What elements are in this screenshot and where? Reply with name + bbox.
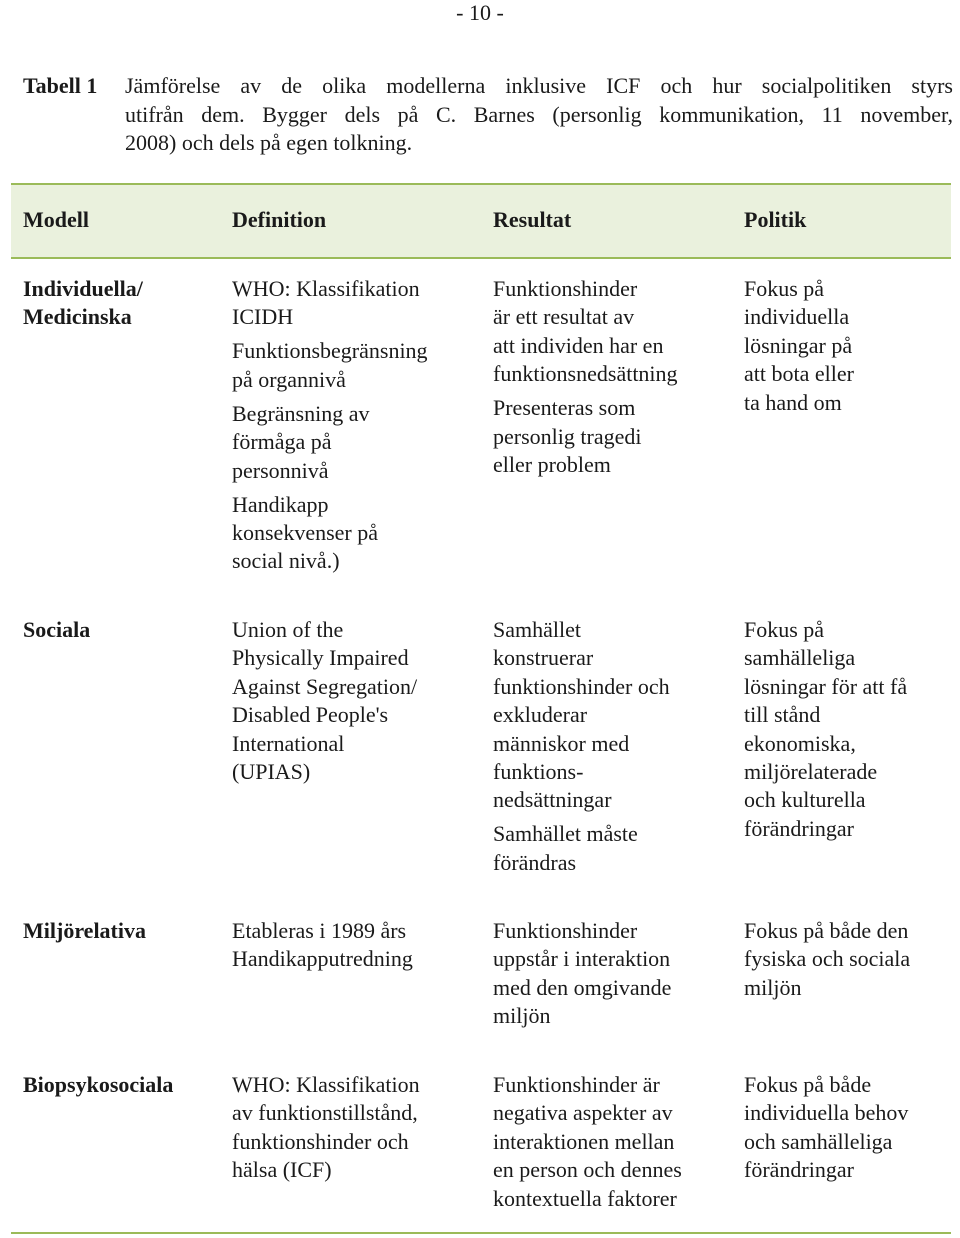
cell-line: personnivå	[232, 457, 329, 483]
cell-modell	[23, 616, 90, 644]
cell-line: och kulturella	[744, 787, 866, 813]
cell-line: uppstår i interaktion	[493, 946, 671, 972]
cell-modell	[23, 1071, 173, 1099]
cell-line: Physically Impaired	[232, 645, 409, 671]
cell-line: Handikapp	[232, 491, 329, 517]
cell-paragraph	[493, 616, 670, 815]
cell-politik	[744, 616, 907, 849]
cell-line: till stånd	[744, 702, 821, 728]
cell-line: Miljörelativa	[23, 918, 146, 943]
cell-line: ekonomiska,	[744, 730, 856, 756]
cell-line: Individuella/	[23, 276, 143, 301]
cell-paragraph	[232, 400, 428, 485]
cell-politik	[744, 1071, 908, 1190]
table-caption	[23, 72, 953, 158]
cell-politik	[744, 917, 910, 1008]
cell-paragraph	[744, 917, 910, 1002]
cell-line: Fokus på	[744, 276, 825, 301]
cell-line: Samhället måste	[493, 821, 638, 847]
cell-line: miljön	[493, 1003, 551, 1029]
cell-paragraph	[493, 394, 678, 479]
cell-line: Funktionsbegränsning	[232, 338, 428, 364]
cell-line: och samhälleliga	[744, 1128, 893, 1154]
cell-line: Against Segregation/	[232, 673, 418, 699]
caption-line: Jämförelse av de olika modellerna inklusive ICF och hur socialpolitiken styrs	[125, 73, 953, 98]
caption-line: 2008) och dels på egen tolkning.	[125, 130, 413, 155]
cell-line: Handikapputredning	[232, 946, 413, 972]
cell-line: (UPIAS)	[232, 759, 311, 785]
cell-line: ta hand om	[744, 389, 842, 415]
cell-modell	[23, 917, 146, 945]
cell-line: interaktionen mellan	[493, 1128, 675, 1154]
cell-line: individuella	[744, 304, 850, 330]
cell-line: ICIDH	[232, 304, 294, 330]
cell-line: förändras	[493, 849, 577, 875]
cell-line: International	[232, 730, 345, 756]
cell-line: med den omgivande	[493, 974, 672, 1000]
cell-line: Funktionshinder	[493, 918, 638, 943]
cell-paragraph	[493, 820, 670, 877]
cell-line: Funktionshinder är	[493, 1072, 660, 1097]
table-bottom-rule	[11, 1232, 951, 1234]
cell-line: en person och dennes	[493, 1157, 682, 1183]
cell-line: förändringar	[744, 815, 854, 841]
cell-line: lösningar för att få	[744, 673, 908, 699]
cell-line: att bota eller	[744, 361, 854, 387]
cell-politik	[744, 275, 854, 423]
cell-line: miljön	[744, 974, 802, 1000]
cell-paragraph	[232, 337, 428, 394]
header-politik: Politik	[744, 207, 807, 232]
cell-resultat	[493, 616, 670, 883]
cell-line: Begränsning av	[232, 400, 370, 426]
cell-line: Funktionshinder	[493, 276, 638, 301]
cell-line: att individen har en	[493, 332, 664, 358]
page-number: - 10 -	[456, 0, 504, 25]
cell-line: av funktionstillstånd,	[232, 1100, 418, 1126]
caption-label: Tabell 1	[23, 73, 98, 98]
cell-definition	[232, 917, 413, 979]
cell-line: hälsa (ICF)	[232, 1157, 332, 1183]
cell-line: samhälleliga	[744, 645, 856, 671]
cell-line: Fokus på både	[744, 1072, 872, 1097]
cell-line: konstruerar	[493, 645, 594, 671]
cell-line: nedsättningar	[493, 787, 612, 813]
cell-line: personlig tragedi	[493, 423, 642, 449]
cell-line: förändringar	[744, 1157, 854, 1183]
table-header-row	[11, 183, 951, 259]
cell-line: WHO: Klassifikation	[232, 276, 420, 301]
cell-line: på organnivå	[232, 366, 346, 392]
cell-line: Union of the	[232, 617, 344, 642]
cell-line: miljörelaterade	[744, 759, 878, 785]
cell-paragraph	[744, 616, 907, 843]
cell-modell	[23, 275, 143, 332]
cell-line: Sociala	[23, 617, 91, 642]
cell-paragraph	[232, 917, 413, 974]
cell-line: funktionshinder och	[232, 1128, 409, 1154]
cell-definition	[232, 1071, 420, 1190]
cell-paragraph	[744, 1071, 908, 1185]
cell-resultat	[493, 1071, 682, 1219]
cell-line: exkluderar	[493, 702, 588, 728]
cell-paragraph	[232, 1071, 420, 1185]
cell-line: människor med	[493, 730, 630, 756]
cell-line: negativa aspekter av	[493, 1100, 673, 1126]
cell-line: WHO: Klassifikation	[232, 1072, 420, 1097]
cell-paragraph	[493, 275, 678, 389]
cell-line: Presenteras som	[493, 395, 636, 421]
cell-line: förmåga på	[232, 429, 332, 455]
cell-line: social nivå.)	[232, 548, 340, 574]
cell-line: Disabled People's	[232, 702, 389, 728]
cell-paragraph	[493, 1071, 682, 1213]
cell-line: Fokus på både den	[744, 918, 909, 943]
cell-resultat	[493, 275, 678, 485]
cell-line: fysiska och sociala	[744, 946, 911, 972]
caption-text	[125, 72, 953, 158]
cell-definition	[232, 275, 428, 581]
caption-line: utifrån dem. Bygger dels på C. Barnes (personlig kommunikation, 11 november,	[125, 101, 953, 127]
cell-resultat	[493, 917, 671, 1036]
cell-paragraph	[744, 275, 854, 417]
comparison-table	[11, 183, 951, 259]
cell-line: kontextuella faktorer	[493, 1185, 677, 1211]
cell-paragraph	[232, 275, 428, 332]
cell-line: eller problem	[493, 452, 611, 478]
cell-line: individuella behov	[744, 1100, 909, 1126]
cell-line: Biopsykosociala	[23, 1072, 174, 1097]
header-definition: Definition	[232, 207, 327, 232]
header-resultat: Resultat	[493, 207, 572, 232]
header-modell: Modell	[23, 207, 89, 232]
cell-paragraph	[232, 616, 417, 786]
cell-paragraph	[232, 491, 428, 576]
cell-line: Samhället	[493, 617, 581, 642]
cell-line: Etableras i 1989 års	[232, 918, 407, 943]
cell-definition	[232, 616, 417, 792]
cell-line: funktionsnedsättning	[493, 361, 678, 387]
cell-line: är ett resultat av	[493, 304, 635, 330]
cell-line: funktionshinder och	[493, 673, 670, 699]
cell-line: funktions-	[493, 759, 584, 785]
cell-line: Fokus på	[744, 617, 825, 642]
cell-line: lösningar på	[744, 332, 853, 358]
cell-line: konsekvenser på	[232, 520, 379, 546]
cell-line: Medicinska	[23, 304, 132, 330]
cell-paragraph	[493, 917, 671, 1031]
